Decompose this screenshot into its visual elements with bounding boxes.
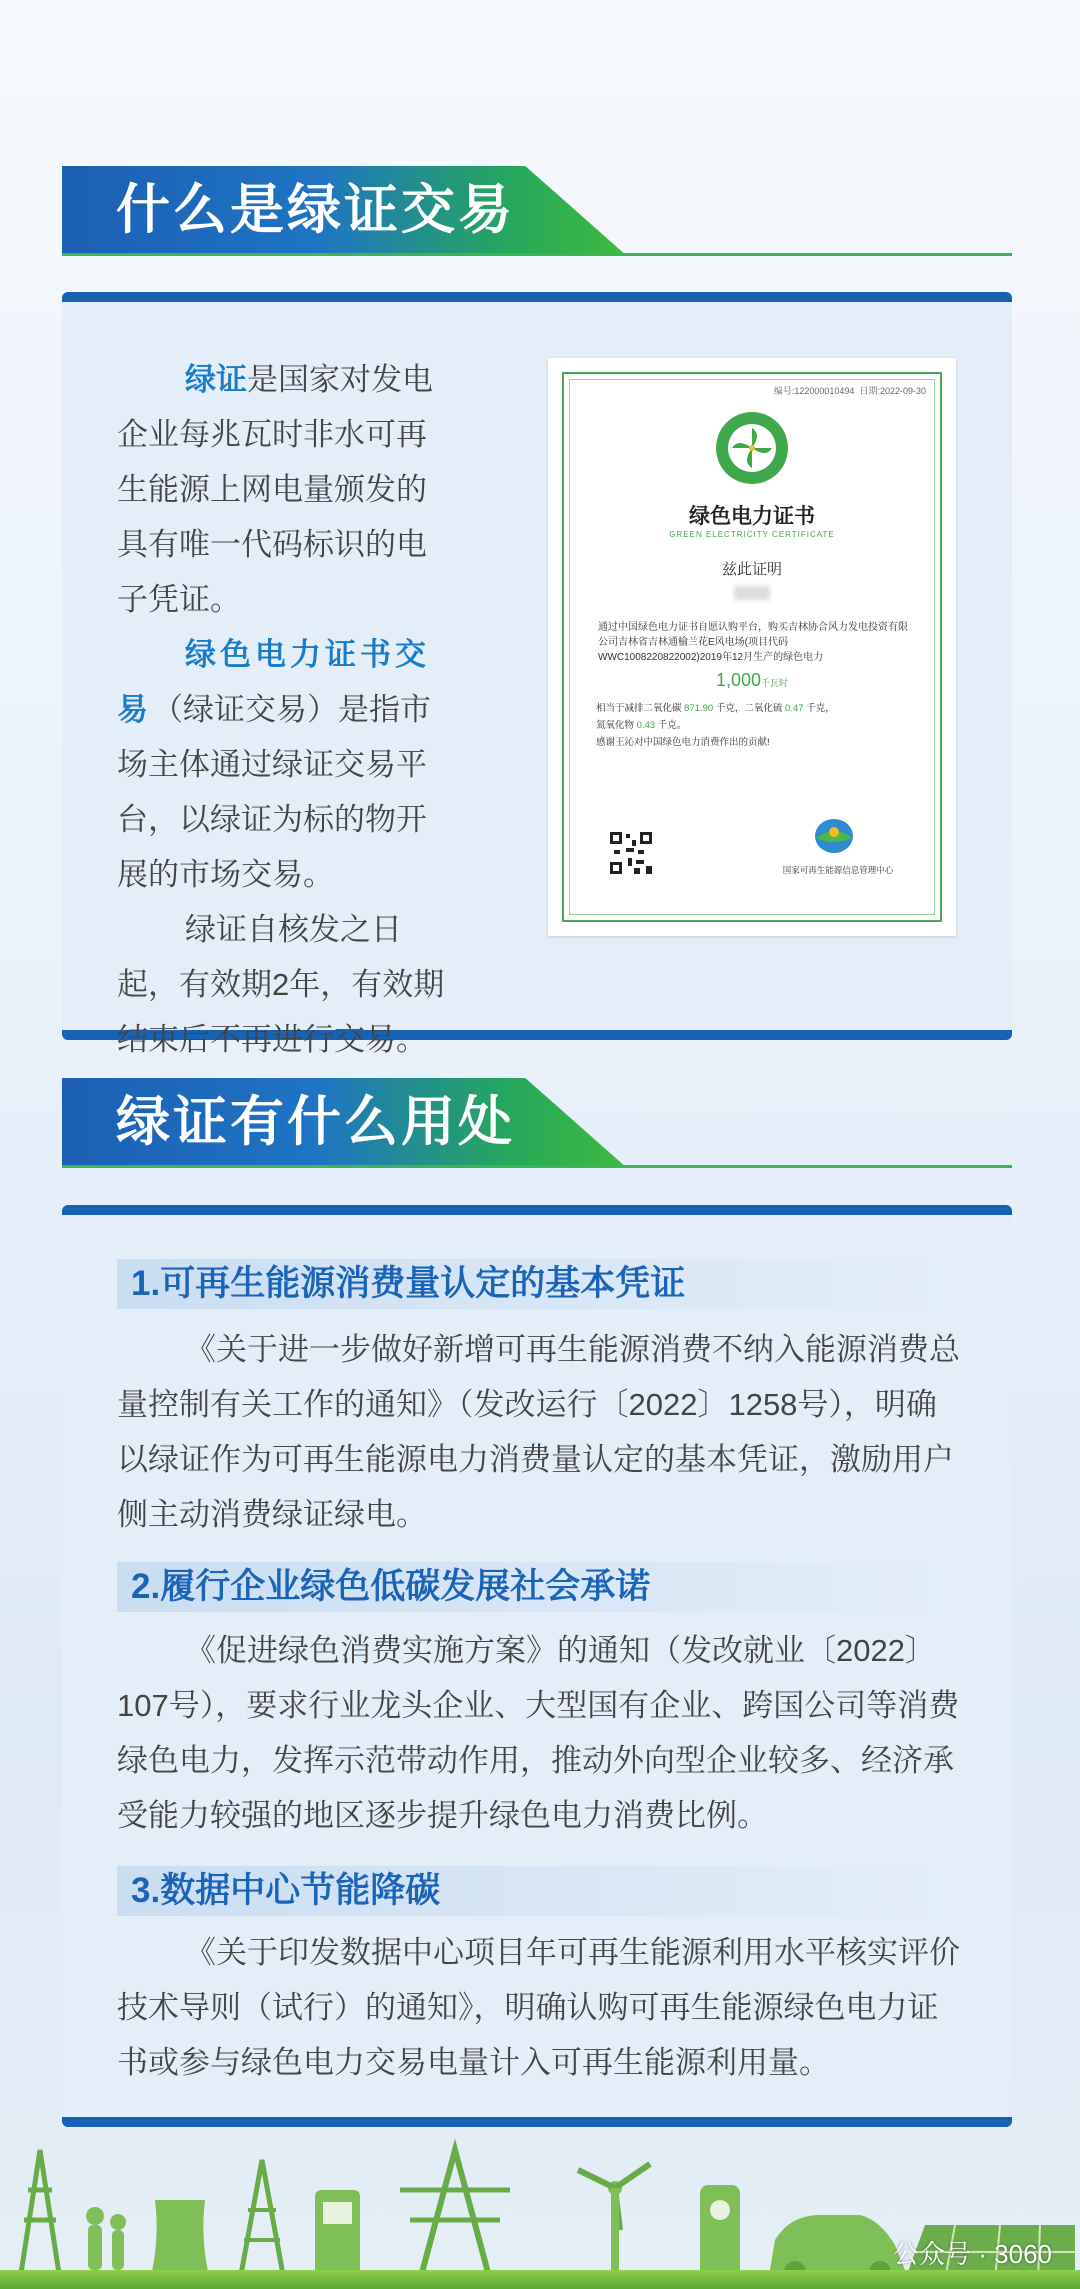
so2-unit: 千克 bbox=[806, 703, 826, 714]
section1-title: 什么是绿证交易 bbox=[116, 180, 515, 240]
certificate-meta bbox=[548, 384, 956, 397]
usage-text-2: 《促进绿色消费实施方案》的通知（发改就业〔2022〕107号），要求行业龙头企业、大型国有企业、跨国公司等消费绿色电力，发挥示范带动作用，推动外向型企业较多、经济承受能力较强的地区逐步提升绿色电力消费比例。 bbox=[117, 1633, 960, 1833]
section2-header-line bbox=[62, 1165, 1012, 1168]
section2-title: 绿证有什么用处 bbox=[116, 1092, 515, 1152]
certificate-equivalents: 相当于减排二氧化碳 871.90 千克，二氧化硫 0.47 千克， 氮氧化物 0.43 千克。 感谢王沁对中国绿色电力消费作出的贡献! bbox=[596, 703, 835, 748]
definition-text: 是国家对发电企业每兆瓦时非水可再生能源上网电量颁发的具有唯一代码标识的电子凭证。 bbox=[117, 362, 433, 617]
certificate-amount-value: 1,000 bbox=[715, 670, 762, 690]
validity-paragraph: 绿证自核发之日起，有效期2年，有效期结束后不再进行交易。 bbox=[117, 912, 445, 1057]
usage-heading-1-text: 1.可再生能源消费量认定的基本凭证 bbox=[131, 1264, 686, 1303]
usage-heading-2-text: 2.履行企业绿色低碳发展社会承诺 bbox=[131, 1567, 651, 1606]
usage-heading-3-text: 3.数据中心节能降碳 bbox=[131, 1871, 441, 1910]
issuer-logo-icon bbox=[812, 816, 856, 856]
green-power-logo-icon bbox=[714, 410, 790, 486]
certificate-image bbox=[548, 358, 956, 936]
so2-label: 二氧化硫 bbox=[744, 703, 783, 714]
term-green-cert: 绿证 bbox=[185, 362, 247, 397]
definition-paragraph bbox=[117, 352, 457, 627]
nox-label: 氮氧化物 bbox=[596, 720, 635, 731]
section1-panel bbox=[62, 292, 1012, 1057]
section2-panel bbox=[62, 1205, 1012, 2127]
usage-text-3: 《关于印发数据中心项目年可再生能源利用水平核实评价技术导则（试行）的通知》，明确认购可再生能源绿色电力证书或参与绿色电力交易电量计入可再生能源利用量。 bbox=[117, 1935, 960, 2080]
qr-code-icon bbox=[608, 830, 654, 876]
certificate-name-blur bbox=[734, 586, 770, 600]
usage-heading-1 bbox=[117, 1259, 957, 1309]
trade-text: （绿证交易）是指市场主体通过绿证交易平台，以绿证为标的物开展的市场交易。 bbox=[117, 692, 431, 892]
trade-paragraph bbox=[117, 627, 457, 902]
co2-value: 871.90 bbox=[684, 703, 714, 714]
certificate-thanks: 感谢王沁对中国绿色电力消费作出的贡献! bbox=[596, 737, 770, 748]
section1-header bbox=[62, 166, 1012, 261]
usage-heading-2 bbox=[117, 1562, 957, 1612]
certificate-title: 绿色电力证书 bbox=[689, 505, 815, 528]
so2-value: 0.47 bbox=[785, 703, 804, 714]
certificate-body: 通过中国绿色电力证书自愿认购平台，购买吉林协合风力发电投资有限公司吉林省吉林通榆兰花E风电场(项目代码WWC1008220822002)2019年12月生产的绿色电力 bbox=[598, 622, 908, 663]
certificate-amount bbox=[548, 670, 956, 691]
co2-unit: 千克 bbox=[715, 703, 735, 714]
certificate-subtitle: GREEN ELECTRICITY CERTIFICATE bbox=[669, 530, 835, 539]
certificate-date: 日期:2022-09-30 bbox=[859, 386, 926, 396]
certificate-serial: 编号:122000010494 bbox=[773, 386, 855, 396]
section2-header bbox=[62, 1078, 1012, 1173]
certificate-hereby: 兹此证明 bbox=[721, 561, 782, 578]
section1-header-line bbox=[62, 253, 1012, 256]
usage-text-1: 《关于进一步做好新增可再生能源消费不纳入能源消费总量控制有关工作的通知》（发改运行〔2022〕1258号），明确以绿证作为可再生能源电力消费量认定的基本凭证，激励用户侧主动消费绿证绿电。 bbox=[117, 1332, 960, 1532]
certificate-amount-unit: 千瓦时 bbox=[761, 678, 789, 688]
term-green-cert-trade: 绿色电力证书交易 bbox=[117, 637, 430, 727]
certificate-issuer: 国家可再生能源信息管理中心 bbox=[782, 865, 894, 875]
section1-text bbox=[117, 352, 457, 1067]
nox-value: 0.43 bbox=[636, 720, 656, 731]
nox-unit: 千克 bbox=[657, 720, 677, 731]
usage-heading-3 bbox=[117, 1866, 957, 1916]
co2-label: 相当于减排二氧化碳 bbox=[596, 703, 682, 714]
watermark: 公众号 · 3060 bbox=[893, 2239, 1052, 2269]
